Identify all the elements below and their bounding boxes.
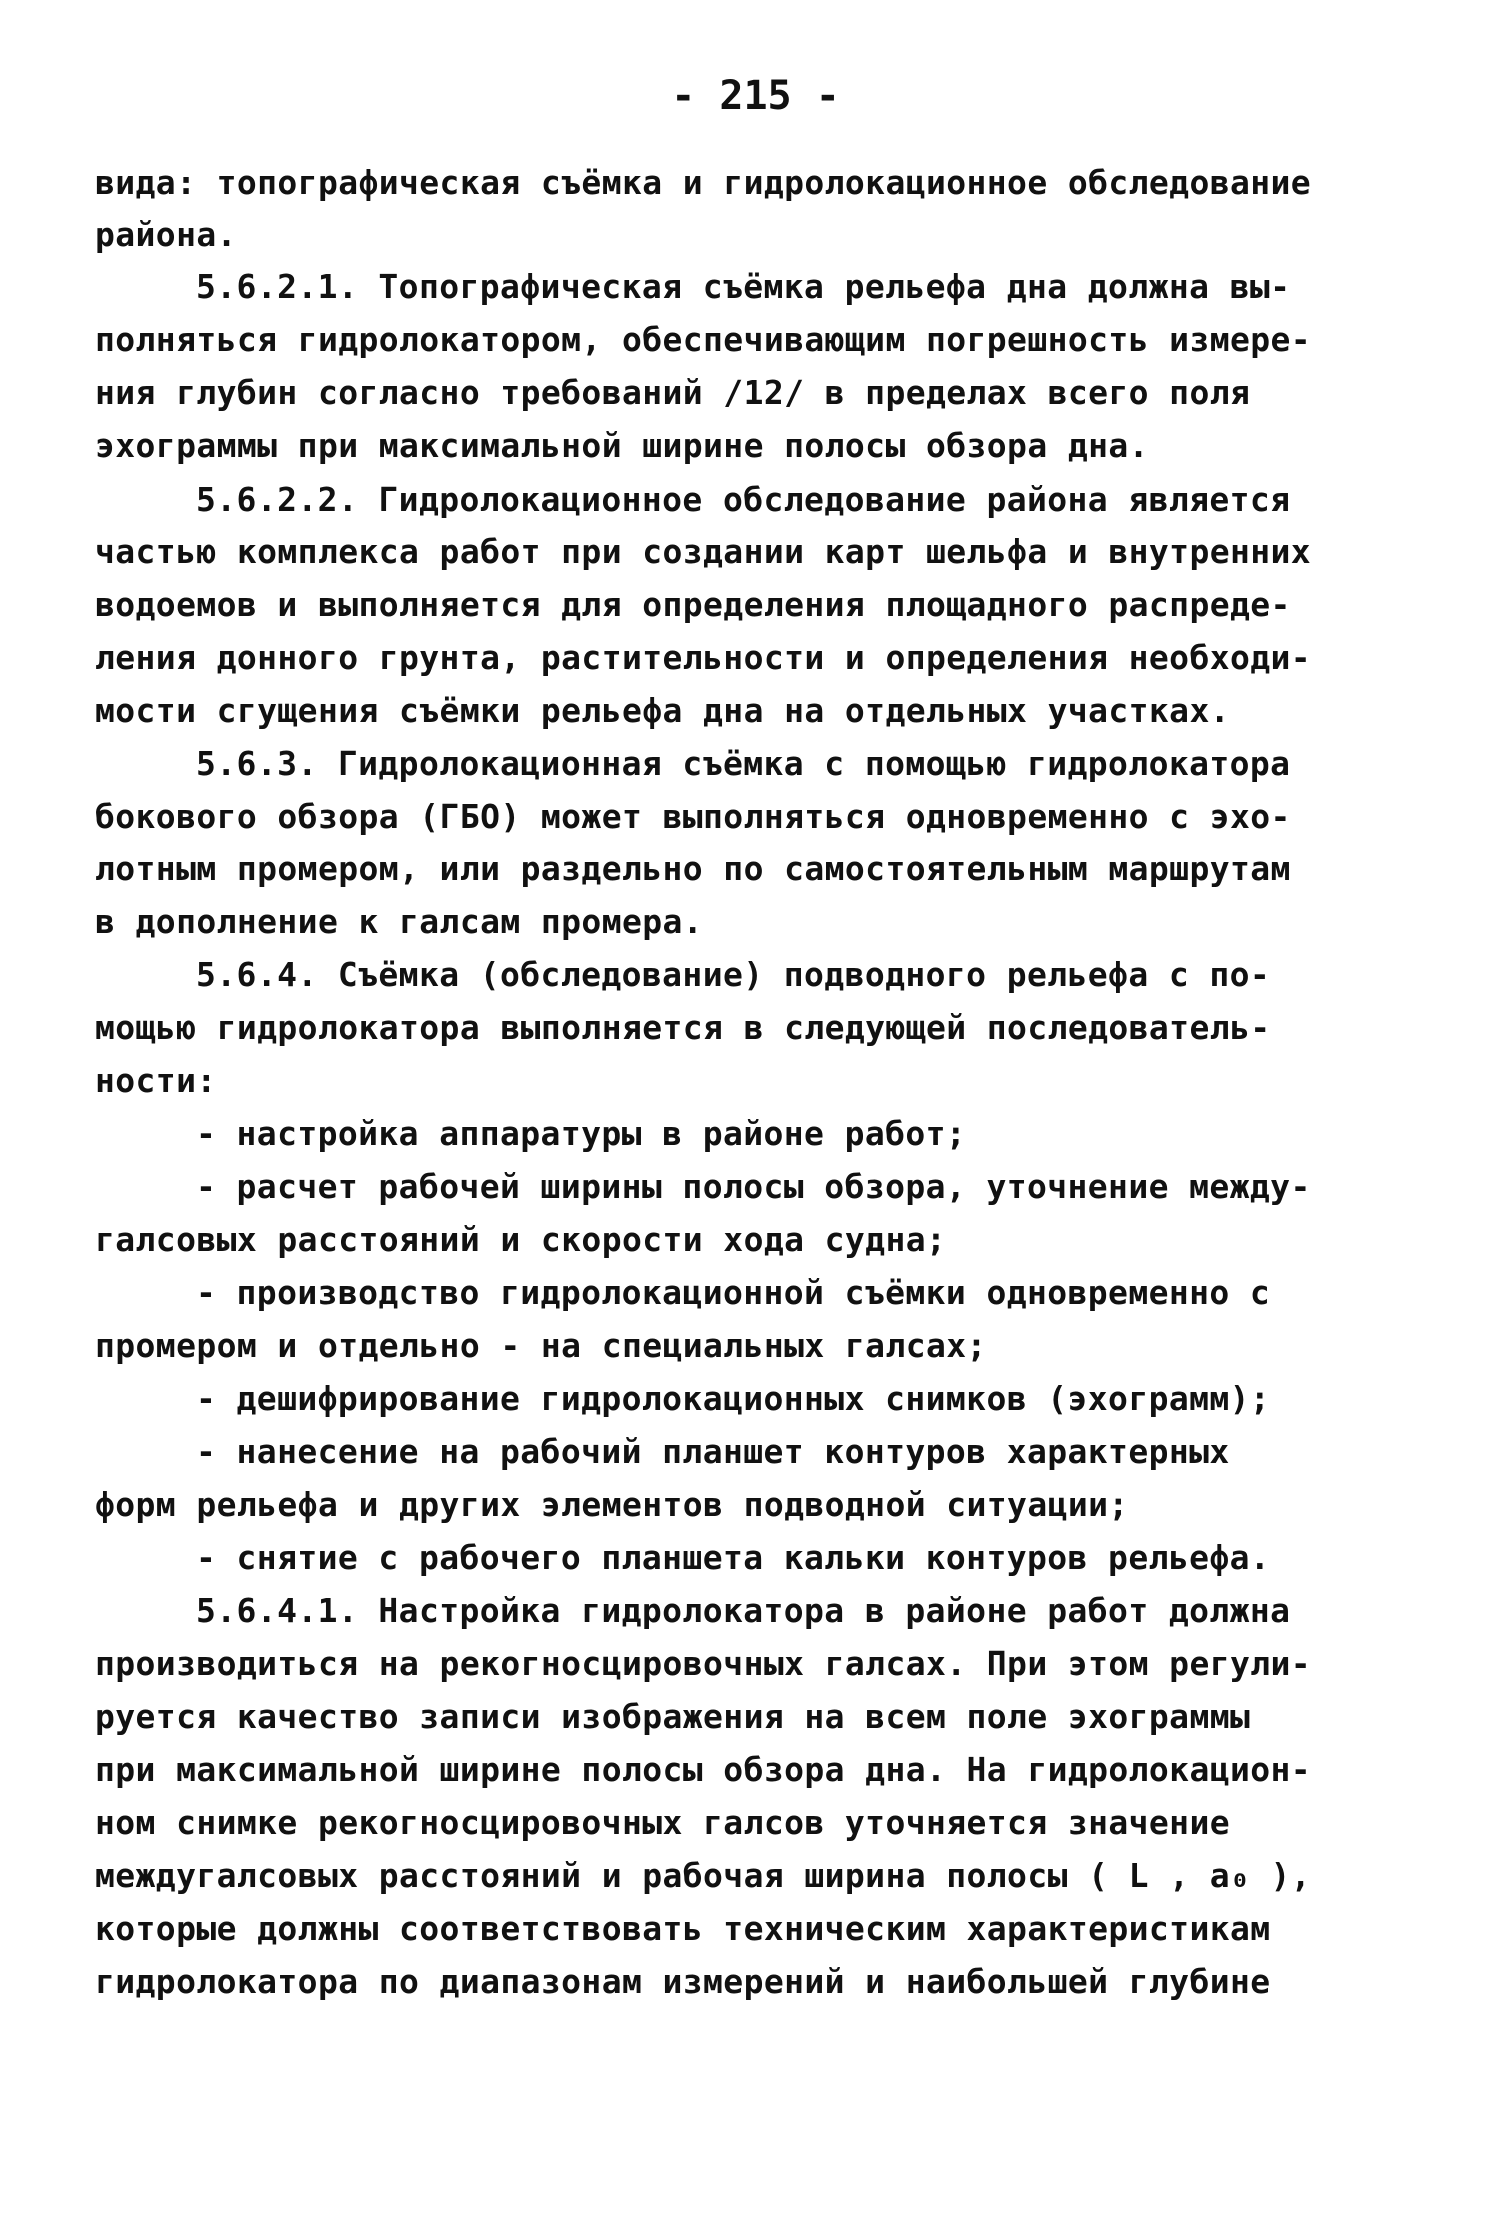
list-item-line: - настройка аппаратуры в районе работ;	[196, 1114, 967, 1153]
list-item-line: - дешифрирование гидролокационных снимков (эхограмм);	[196, 1379, 1271, 1418]
list-item-line: - нанесение на рабочий планшет контуров характерных	[196, 1432, 1230, 1471]
text-line: в дополнение к галсам промера.	[95, 902, 704, 941]
text-line: гидролокатора по диапазонам измерений и наибольшей глубине	[95, 1962, 1271, 2001]
text-line: эхограммы при максимальной ширине полосы обзора дна.	[95, 426, 1149, 465]
text-line: галсовых расстояний и скорости хода судна;	[95, 1220, 947, 1259]
text-line: промером и отдельно - на специальных галсах;	[95, 1326, 987, 1365]
text-line: района.	[95, 215, 237, 254]
list-item-line: - расчет рабочей ширины полосы обзора, уточнение между-	[196, 1167, 1311, 1206]
text-line: которые должны соответствовать техническим характеристикам	[95, 1909, 1271, 1948]
text-line: водоемов и выполняется для определения площадного распреде-	[95, 585, 1291, 624]
text-line: мости сгущения съёмки рельефа дна на отдельных участках.	[95, 691, 1230, 730]
text-line: лотным промером, или раздельно по самостоятельным маршрутам	[95, 849, 1291, 888]
paragraph-start-line: 5.6.4.1. Настройка гидролокатора в районе работ должна	[196, 1591, 1291, 1630]
paragraph-start-line: 5.6.2.2. Гидролокационное обследование района является	[196, 480, 1291, 519]
text-line: вида: топографическая съёмка и гидролокационное обследование	[95, 163, 1312, 202]
text-line: бокового обзора (ГБО) может выполняться одновременно с эхо-	[95, 797, 1291, 836]
text-line: полняться гидролокатором, обеспечивающим погрешность измере-	[95, 320, 1312, 359]
text-line: форм рельефа и других элементов подводной ситуации;	[95, 1485, 1129, 1524]
paragraph-start-line: 5.6.3. Гидролокационная съёмка с помощью гидролокатора	[196, 744, 1291, 783]
text-line: при максимальной ширине полосы обзора дна. На гидролокацион-	[95, 1750, 1312, 1789]
paragraph-start-line: 5.6.2.1. Топографическая съёмка рельефа дна должна вы-	[196, 267, 1291, 306]
page-number: - 215 -	[671, 73, 840, 119]
paragraph-start-line: 5.6.4. Съёмка (обследование) подводного рельефа с по-	[196, 955, 1271, 994]
text-line: ности:	[95, 1061, 217, 1100]
list-item-line: - снятие с рабочего планшета кальки контуров рельефа.	[196, 1538, 1271, 1577]
text-line: производиться на рекогносцировочных галсах. При этом регули-	[95, 1644, 1312, 1683]
text-line: частью комплекса работ при создании карт шельфа и внутренних	[95, 532, 1312, 571]
text-line: ном снимке рекогносцировочных галсов уточняется значение	[95, 1803, 1230, 1842]
text-line: мощью гидролокатора выполняется в следующей последователь-	[95, 1008, 1271, 1047]
text-line: междугалсовых расстояний и рабочая ширина полосы ( L , a₀ ),	[95, 1856, 1312, 1895]
text-line: ния глубин согласно требований /12/ в пределах всего поля	[95, 373, 1251, 412]
text-line: ления донного грунта, растительности и определения необходи-	[95, 638, 1312, 677]
text-line: руется качество записи изображения на всем поле эхограммы	[95, 1697, 1251, 1736]
list-item-line: - производство гидролокационной съёмки одновременно с	[196, 1273, 1271, 1312]
